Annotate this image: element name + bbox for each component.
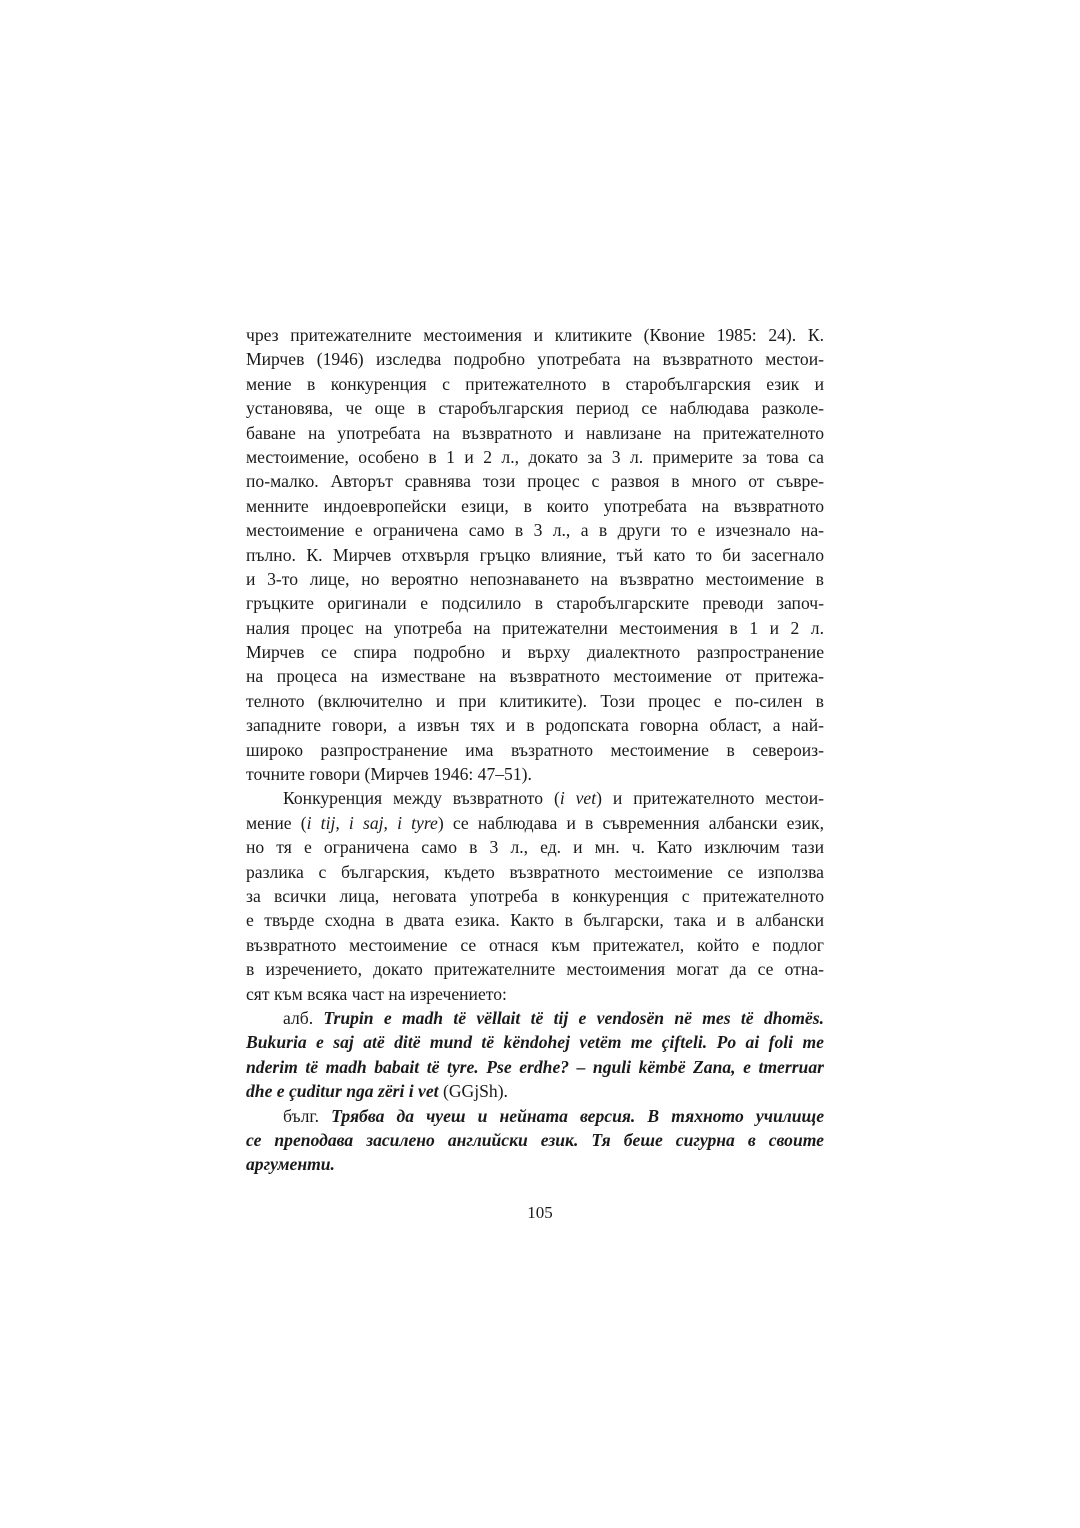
source-citation: (GGjSh). [438,1081,508,1102]
italic-term: i vet [559,788,597,809]
paragraph-1 [246,323,824,786]
example-line: nderim të madh babait të tyre. Pse erdhe? – nguli këmbë Zana, e tmerruar [246,1056,824,1077]
example-text: Trupin e madh të vëllait të tij e vendosën në mes të dhomës. [323,1007,824,1028]
italic-term: i tij, i saj, i tyre [306,812,438,833]
page-number: 105 [527,1203,553,1222]
text-line: за всички лица, неговата употреба в конкуренция с притежателното [246,885,824,906]
text-line: установява, че още в старобългарския период се наблюдава разколе- [246,398,824,419]
text-fragment: Конкуренция между възвратното ( [283,788,560,809]
text-line: но тя е ограничена само в 3 л., ед. и мн. ч. Като изключим тази [246,837,824,858]
text-fragment: мение ( [246,812,307,833]
text-line: пълно. К. Мирчев отхвърля гръцко влияние, тъй като то би засегнало [246,544,824,565]
text-line: възвратното местоимение се отнася към притежател, който е подлог [246,934,824,955]
paragraph-2 [246,786,824,1006]
text-line [246,1006,824,1030]
text-line: местоимение, особено в 1 и 2 л., докато за 3 л. примерите за това са [246,446,824,467]
text-line: налия процес на употреба на притежателни местоимения в 1 и 2 л. [246,617,824,638]
text-line: е твърде сходна в двата езика. Както в български, така и в албански [246,910,824,931]
text-line: точните говори (Мирчев 1946: 47–51). [246,764,532,785]
example-albanian [246,1006,824,1104]
text-line: на процеса на изместване на възвратното местоимение от притежа- [246,666,824,687]
text-line: Мирчев се спира подробно и върху диалектното разпространение [246,642,824,663]
text-line: гръцките оригинали е подсилило в старобългарските преводи започ- [246,593,824,614]
text-line: западните говори, а извън тях и в родопската говорна област, а най- [246,715,824,736]
example-line: се преподава засилено английски език. Тя беше сигурна в своите [246,1129,824,1150]
text-line: сят към всяка част на изречението: [246,983,507,1004]
text-line [246,1104,824,1128]
text-line: мение в конкуренция с притежателното в старобългарския език и [246,373,824,394]
text-line: телното (включително и при клитиките). Този процес е по-силен в [246,690,824,711]
text-line: разлика с българския, където възвратното местоимение се използва [246,861,824,882]
text-line: широко разпространение има възратното местоимение в североиз- [246,739,824,760]
example-line: аргументи. [246,1154,335,1175]
language-label: бълг. [283,1105,320,1126]
text-fragment: ) се наблюдава и в съвременния албански език, [437,812,824,833]
text-line: чрез притежателните местоимения и клитиките (Квоние 1985: 24). К. [246,325,824,345]
text-line [246,811,824,835]
example-line: Bukuria e saj atë ditë mund të këndohej vetëm me çifteli. Po ai foli me [246,1032,824,1053]
text-line [246,786,824,810]
text-line: менните индоевропейски езици, в които употребата на възвратното [246,495,824,516]
example-bulgarian [246,1104,824,1177]
text-line: Мирчев (1946) изследва подробно употребата на възвратното местои- [246,349,824,370]
text-line: в изречението, докато притежателните местоимения могат да се отна- [246,959,824,980]
text-line: местоимение е ограничена само в 3 л., а в други то е изчезнало на- [246,520,824,541]
page-body [246,323,824,1177]
example-text: Трябва да чуеш и нейната версия. В тяхното училище [331,1105,825,1126]
text-line: и 3-то лице, но вероятно непознаването на възвратно местоимение в [246,568,824,589]
text-line [246,1079,824,1103]
language-label: алб. [283,1007,314,1028]
text-line: по-малко. Авторът сравнява този процес с развоя в много от съвре- [246,471,824,492]
text-line: баване на употребата на възвратното и навлизане на притежателното [246,422,824,443]
example-text: dhe e çuditur nga zëri i vet [246,1081,439,1102]
text-fragment: ) и притежателното местои- [596,788,824,809]
